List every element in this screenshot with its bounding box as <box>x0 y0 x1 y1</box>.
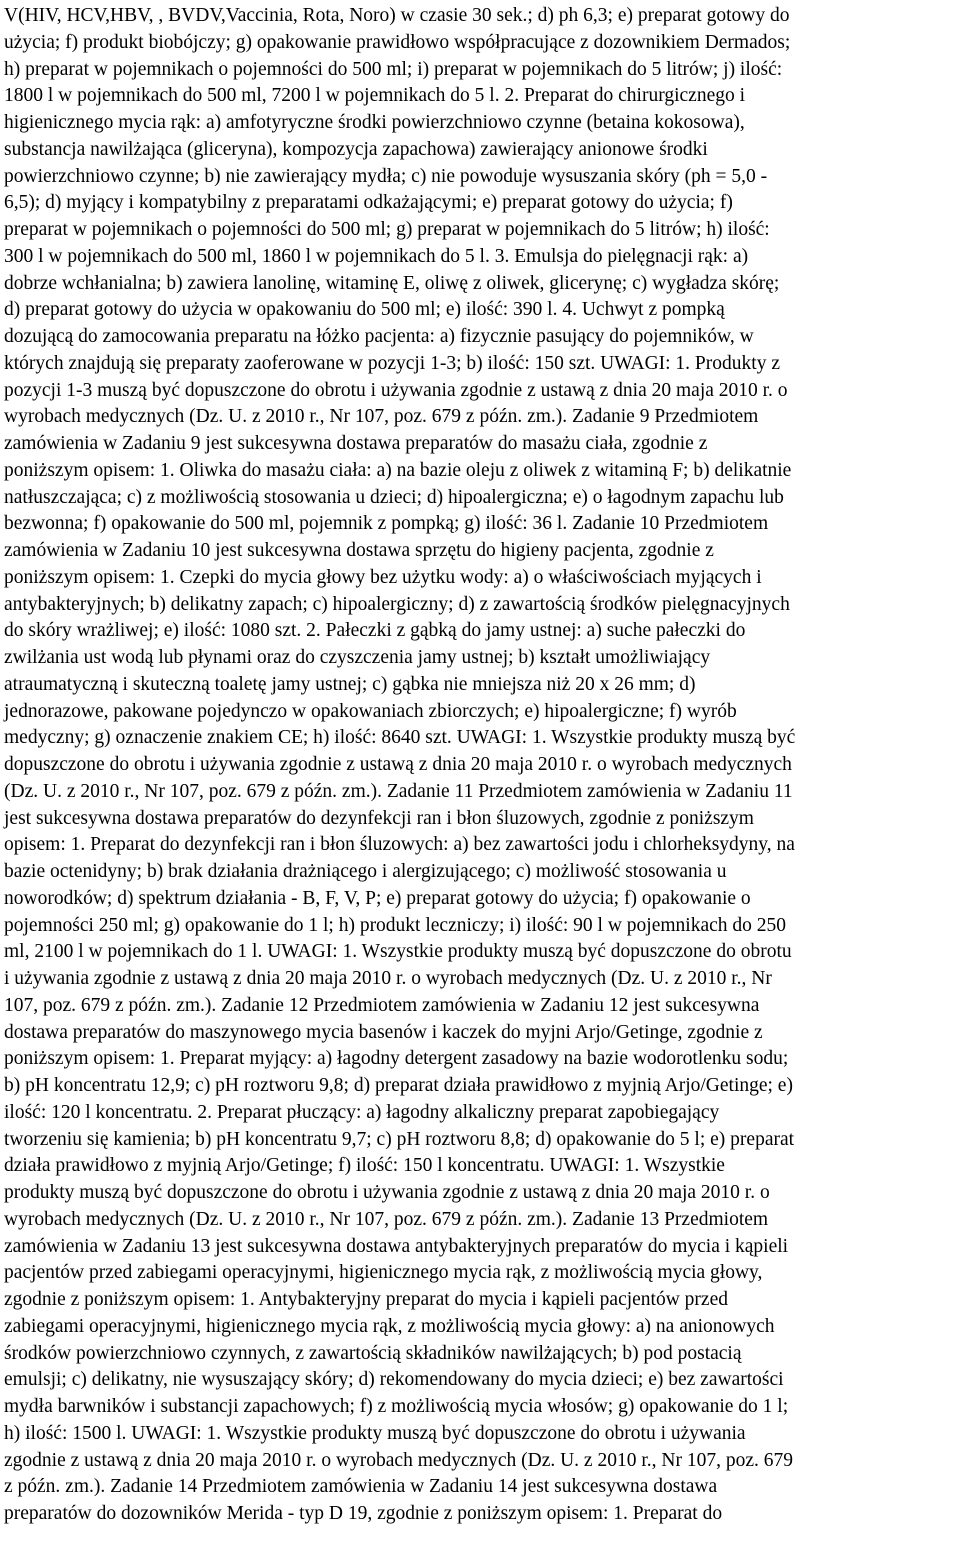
text-line: dopuszczone do obrotu i używania zgodnie z ustawą z dnia 20 maja 2010 r. o wyrobach medycznych <box>4 754 792 775</box>
text-line: substancja nawilżająca (gliceryna), kompozycja zapachowa) zawierający anionowe środki <box>4 138 708 160</box>
text-line: d) preparat gotowy do użycia w opakowaniu do 500 ml; e) ilość: 390 l. 4. Uchwyt z pompką <box>4 299 725 321</box>
text-line: wyrobach medycznych (Dz. U. z 2010 r., Nr 107, poz. 679 z późn. zm.). Zadanie 13 Przedmiotem <box>4 1208 769 1230</box>
text-line: działa prawidłowo z myjnią Arjo/Getinge; f) ilość: 150 l koncentratu. UWAGI: 1. Wszystkie <box>4 1155 725 1177</box>
text-line: 6,5); d) myjący i kompatybilny z preparatami odkażającymi; e) preparat gotowy do użycia; f) <box>4 192 733 214</box>
text-line: (Dz. U. z 2010 r., Nr 107, poz. 679 z późn. zm.). Zadanie 11 Przedmiotem zamówienia w Zadaniu 11 <box>4 780 793 802</box>
text-line: preparatów do dozowników Merida - typ D 19, zgodnie z poniższym opisem: 1. Preparat do <box>4 1503 723 1524</box>
text-line: b) pH koncentratu 12,9; c) pH roztworu 9,8; d) preparat działa prawidłowo z myjnią Arjo/Getinge; e) <box>4 1075 793 1096</box>
text-line: pozycji 1-3 muszą być dopuszczone do obrotu i używania zgodnie z ustawą z dnia 20 maja 2010 r. o <box>4 379 788 401</box>
text-line: zgodnie z poniższym opisem: 1. Antybakteryjny preparat do mycia i kąpieli pacjentów przed <box>4 1289 728 1310</box>
text-line: noworodków; d) spektrum działania - B, F, V, P; e) preparat gotowy do użycia; f) opakowanie o <box>4 887 751 909</box>
text-line: atraumatyczną i skuteczną toaletę jamy ustnej; c) gąbka nie mniejsza niż 20 x 26 mm; d) <box>4 673 696 695</box>
text-line: bazie octenidyny; b) brak działania drażniącego i alergizującego; c) możliwość stosowania u <box>4 861 727 882</box>
text-line: do skóry wrażliwej; e) ilość: 1080 szt. 2. Pałeczki z gąbką do jamy ustnej: a) suche pałeczki do <box>4 620 746 642</box>
text-line: z późn. zm.). Zadanie 14 Przedmiotem zamówienia w Zadaniu 14 jest sukcesywna dostawa <box>4 1476 718 1498</box>
text-line: opisem: 1. Preparat do dezynfekcji ran i błon śluzowych: a) bez zawartości jodu i chlorheksydyny, na <box>4 834 795 856</box>
text-line: dobrze wchłanialna; b) zawiera lanolinę, witaminę E, oliwę z oliwek, glicerynę; c) wygładza skórę; <box>4 272 780 294</box>
text-line: emulsji; c) delikatny, nie wysuszający skóry; d) rekomendowany do mycia dzieci; e) bez zawartości <box>4 1369 784 1391</box>
text-line: ilość: 120 l koncentratu. 2. Preparat płuczący: a) łagodny alkaliczny preparat zapobiegający <box>4 1101 720 1123</box>
text-line: użycia; f) produkt biobójczy; g) opakowanie prawidłowo współpracujące z dozownikiem Dermados; <box>4 31 791 53</box>
text-line: mydła barwników i substancji zapachowych; f) z możliwością mycia włosów; g) opakowanie do 1 l; <box>4 1396 789 1417</box>
text-line: poniższym opisem: 1. Czepki do mycia głowy bez użytku wody: a) o właściwościach myjących i <box>4 566 762 588</box>
text-line: poniższym opisem: 1. Oliwka do masażu ciała: a) na bazie oleju z oliwek z witaminą F; b) delikatnie <box>4 459 792 481</box>
text-line: 300 l w pojemnikach do 500 ml, 1860 l w pojemnikach do 5 l. 3. Emulsja do pielęgnacji rąk: a) <box>4 245 749 267</box>
text-line: h) ilość: 1500 l. UWAGI: 1. Wszystkie produkty muszą być dopuszczone do obrotu i używania <box>4 1422 746 1444</box>
text-line: bezwonna; f) opakowanie do 500 ml, pojemnik z pompką; g) ilość: 36 l. Zadanie 10 Przedmiotem <box>4 513 769 535</box>
text-line: których znajdują się preparaty zaoferowane w pozycji 1-3; b) ilość: 150 szt. UWAGI: 1. Produkty z <box>4 352 780 374</box>
text-line: zamówienia w Zadaniu 13 jest sukcesywna dostawa antybakteryjnych preparatów do mycia i kąpieli <box>4 1235 789 1257</box>
text-line: pojemności 250 ml; g) opakowanie do 1 l; h) produkt leczniczy; i) ilość: 90 l w pojemnikach do 250 <box>4 914 787 936</box>
text-line: dostawa preparatów do maszynowego mycia basenów i kaczek do myjni Arjo/Getinge, zgodnie z <box>4 1021 763 1043</box>
text-line: jest sukcesywna dostawa preparatów do dezynfekcji ran i błon śluzowych, zgodnie z poniższym <box>4 807 754 829</box>
text-line: higienicznego mycia rąk: a) amfotyryczne środki powierzchniowo czynne (betaina kokosowa), <box>4 112 745 133</box>
text-line: 1800 l w pojemnikach do 500 ml, 7200 l w pojemnikach do 5 l. 2. Preparat do chirurgicznego i <box>4 85 746 107</box>
text-line: środków powierzchniowo czynnych, z zawartością składników nawilżających; b) pod postacią <box>4 1342 742 1364</box>
text-line: i używania zgodnie z ustawą z dnia 20 maja 2010 r. o wyrobach medycznych (Dz. U. z 2010 r., Nr <box>4 968 772 989</box>
text-line: zgodnie z ustawą z dnia 20 maja 2010 r. o wyrobach medycznych (Dz. U. z 2010 r., Nr 107, poz. 679 <box>4 1449 793 1471</box>
text-line: produkty muszą być dopuszczone do obrotu i używania zgodnie z ustawą z dnia 20 maja 2010 r. o <box>4 1182 770 1203</box>
text-line: zamówienia w Zadaniu 9 jest sukcesywna dostawa preparatów do masażu ciała, zgodnie z <box>4 433 708 454</box>
text-line: ml, 2100 l w pojemnikach do 1 l. UWAGI: 1. Wszystkie produkty muszą być dopuszczone do obrotu <box>4 941 792 963</box>
text-line: pacjentów przed zabiegami operacyjnymi, higienicznego mycia rąk, z możliwością mycia głowy, <box>4 1262 763 1284</box>
text-line: h) preparat w pojemnikach o pojemności do 500 ml; i) preparat w pojemnikach do 5 litrów; j) ilość: <box>4 58 783 80</box>
text-line: antybakteryjnych; b) delikatny zapach; c) hipoalergiczny; d) z zawartością środków pielęgnacyjnych <box>4 593 790 615</box>
text-line: zwilżania ust wodą lub płynami oraz do czyszczenia jamy ustnej; b) kształt umożliwiający <box>4 647 711 668</box>
text-line: tworzeniu się kamienia; b) pH koncentratu 9,7; c) pH roztworu 8,8; d) opakowanie do 5 l; e) preparat <box>4 1128 795 1150</box>
text-line: powierzchniowo czynne; b) nie zawierający mydła; c) nie powoduje wysuszania skóry (ph = 5,0 - <box>4 165 768 187</box>
text-line: zabiegami operacyjnymi, higienicznego mycia rąk, z możliwością mycia głowy: a) na anionowych <box>4 1315 775 1337</box>
text-line: natłuszczająca; c) z możliwością stosowania u dzieci; d) hipoalergiczna; e) o łagodnym zapachu lub <box>4 486 784 508</box>
text-line: wyrobach medycznych (Dz. U. z 2010 r., Nr 107, poz. 679 z późn. zm.). Zadanie 9 Przedmiotem <box>4 406 759 428</box>
text-line: 107, poz. 679 z późn. zm.). Zadanie 12 Przedmiotem zamówienia w Zadaniu 12 jest sukcesywna <box>4 994 760 1016</box>
text-line: jednorazowe, pakowane pojedynczo w opakowaniach zbiorczych; e) hipoalergiczne; f) wyrób <box>4 700 737 722</box>
text-line: dozującą do zamocowania preparatu na łóżko pacjenta: a) fizycznie pasujący do pojemników, w <box>4 326 754 347</box>
text-line: poniższym opisem: 1. Preparat myjący: a) łagodny detergent zasadowy na bazie wodorotlenku sodu; <box>4 1048 789 1070</box>
text-line: preparat w pojemnikach o pojemności do 500 ml; g) preparat w pojemnikach do 5 litrów; h) ilość: <box>4 219 770 240</box>
text-line: V(HIV, HCV,HBV, , BVDV,Vaccinia, Rota, Noro) w czasie 30 sek.; d) ph 6,3; e) preparat gotowy do <box>4 5 790 26</box>
text-line: zamówienia w Zadaniu 10 jest sukcesywna dostawa sprzętu do higieny pacjenta, zgodnie z <box>4 540 714 561</box>
text-line: medyczny; g) oznaczenie znakiem CE; h) ilość: 8640 szt. UWAGI: 1. Wszystkie produkty muszą być <box>4 727 796 749</box>
